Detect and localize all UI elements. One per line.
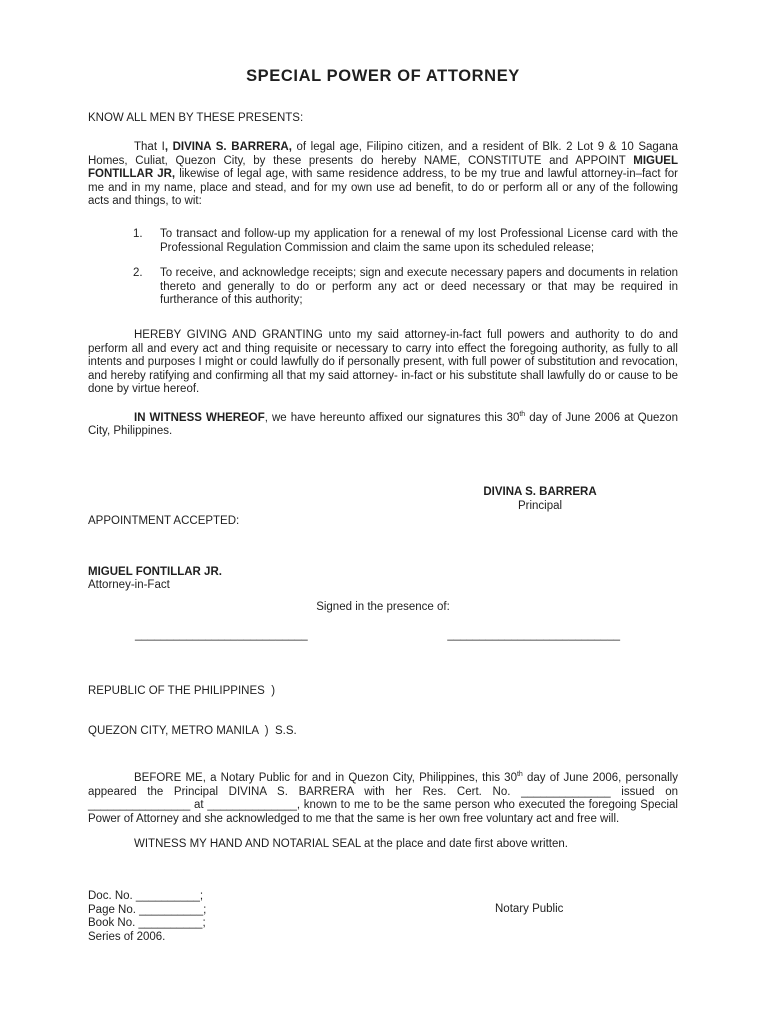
witness-clause: IN WITNESS WHEREOF, we have hereunto affixed our signatures this 30th day of June 2006 at Quezon City, Philippines.: [88, 410, 678, 437]
series-line: Series of 2006.: [88, 930, 166, 943]
appointment-accepted-line: APPOINTMENT ACCEPTED:: [88, 515, 240, 528]
witness-signature-row: [88, 629, 678, 642]
book-no-line: Book No. __________;: [88, 917, 206, 930]
principal-signature-block: [451, 486, 629, 513]
power-item-1: [133, 228, 678, 255]
notarial-details: [88, 890, 678, 944]
power-number: 2.: [133, 267, 143, 280]
venue-block: [88, 658, 678, 765]
power-text: To receive, and acknowledge receipts; sign and execute necessary papers and documents in relation thereto and generally to do or perform any act or deed necessary or that may be required in furtherance of this authority;: [160, 267, 678, 307]
venue-line-republic: REPUBLIC OF THE PHILIPPINES ): [88, 684, 276, 697]
venue-line-city: QUEZON CITY, METRO MANILA ) S.S.: [88, 725, 297, 738]
salutation-line: KNOW ALL MEN BY THESE PRESENTS:: [88, 112, 304, 124]
attorney-signature-block: [88, 566, 678, 593]
notary-public-label: Notary Public: [495, 903, 564, 916]
document-title: SPECIAL POWER OF ATTORNEY: [246, 67, 520, 85]
seal-clause: WITNESS MY HAND AND NOTARIAL SEAL at the place and date first above written.: [134, 838, 568, 851]
principal-name: DIVINA S. BARRERA: [483, 486, 597, 499]
granting-paragraph: HEREBY GIVING AND GRANTING unto my said attorney-in-fact full powers and authority to do and perform all and every act and thing requisite or necessary to carry into effect the foregoing authority, as fully to all intents and purposes I might or could lawfully do if personally present, with full power of substitution and revocation, and hereby ratifying and confirming all that my said attorney- in-fact or his substitute shall lawfully do or cause to be done by virtue hereof.: [88, 329, 678, 396]
signature-line-left: ___________________________: [135, 628, 308, 641]
power-item-2: [133, 267, 678, 307]
attorney-name: MIGUEL FONTILLAR JR.: [88, 565, 222, 578]
notarial-register-lines: [88, 890, 678, 944]
signature-line-right: ___________________________: [447, 628, 620, 641]
power-number: 1.: [133, 228, 143, 241]
principal-role: Principal: [517, 499, 563, 512]
powers-list: [88, 228, 678, 307]
power-text: To transact and follow-up my application for a renewal of my lost Professional License card with the Professional Regulation Commission and claim the same upon its scheduled release;: [160, 228, 678, 254]
doc-no-line: Doc. No. __________;: [88, 890, 204, 903]
presence-caption: Signed in the presence of:: [316, 601, 450, 614]
intro-paragraph: That I, DIVINA S. BARRERA, of legal age, Filipino citizen, and a resident of Blk. 2 Lot 9 & 10 Sagana Homes, Culiat, Quezon City, by these presents do hereby NAME, CONSTITUTE and APPOINT MIGUEL FONTILLAR JR, likewise of legal age, with same residence address, to be my true and lawful attorney-in–fact for me and in my name, place and stead, and for my own use ad benefit, to do or perform all or any of the following acts and things, to wit:: [88, 141, 679, 208]
acknowledgment-paragraph: BEFORE ME, a Notary Public for and in Quezon City, Philippines, this 30th day of June 2006, personally appeared the Principal DIVINA S. BARRERA with her Res. Cert. No. ______________ issued on ________________ at ______________, known to me to be the same person who executed the foregoing Special Power of Attorney and she acknowledged to me that the same is her own free voluntary act and free will.: [88, 771, 678, 825]
attorney-role: Attorney-in-Fact: [88, 578, 170, 591]
page-no-line: Page No. __________;: [88, 903, 207, 916]
